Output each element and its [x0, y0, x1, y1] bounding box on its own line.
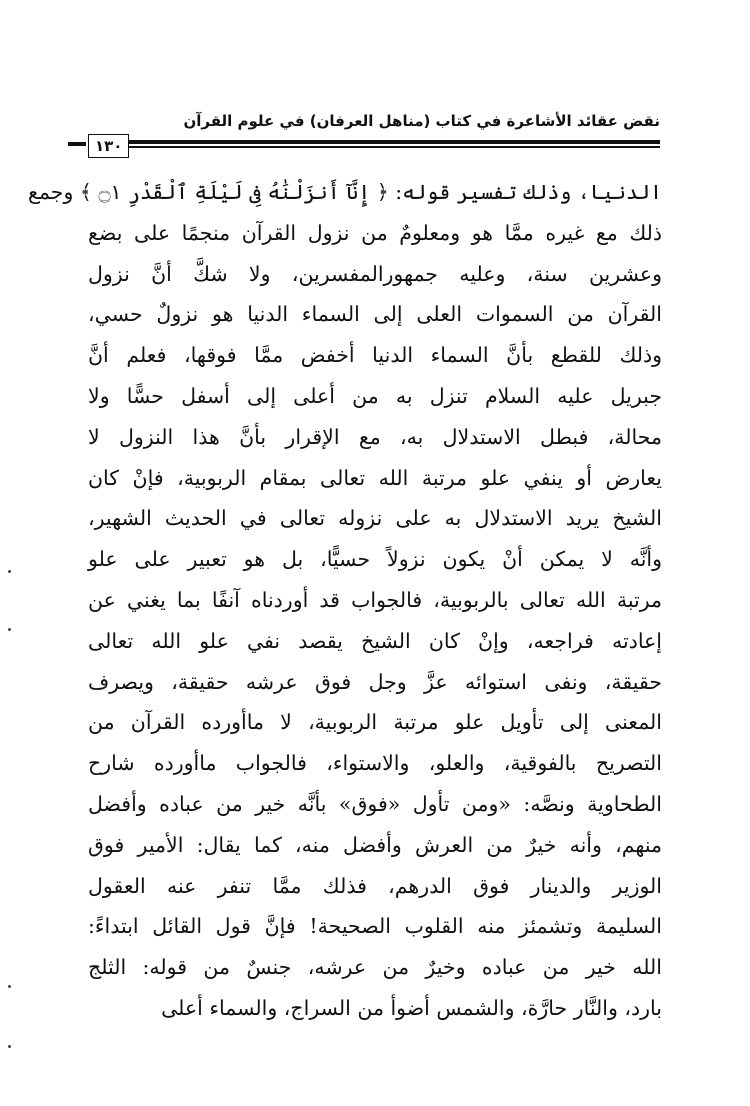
page-number: ١٣٠	[88, 134, 129, 158]
text-line: السليمة وتشمئز منه القلوب الصحيحة! فإنَّ قول القائل ابتداءً:	[88, 914, 662, 939]
text-line: محالة، فبطل الاستدلال به، مع الإقرار بأنَّ هذا النزول لا	[88, 424, 662, 449]
text-line: وعشرين سنة، وعليه جمهورالمفسرين، ولا شكَّ أنَّ نزول	[88, 261, 662, 286]
running-title: نقض عقائد الأشاعرة في كتاب (مناهل العرفان) في علوم القرآن	[183, 112, 660, 130]
body-text	[28, 172, 663, 1029]
text-line: مرتبة الله تعالى بالربوبية، فالجواب قد أوردناه آنفًا بما يغني عن	[88, 587, 662, 612]
header-rule-thin	[90, 146, 660, 148]
text-line: الدنيا، وذلك تفسير قوله: ﴿ إِنَّآ أَنزَلْنَٰهُ فِى لَيْلَةِ ٱلْقَدْرِ ۝١ ﴾ وجمع	[28, 180, 662, 204]
margin-mark	[8, 570, 11, 573]
text-line: الشيخ يريد الاستدلال به على نزوله تعالى في الحديث الشهير،	[88, 506, 662, 531]
text-line: الله خير من عباده وخيرٌ من عرشه، جنسٌ من قوله: الثلج	[88, 955, 662, 980]
margin-mark	[8, 628, 11, 631]
text-line: المعنى إلى تأويل علو مرتبة الربوبية، لا ماأورده القرآن من	[88, 710, 662, 735]
text-line: وذلك للقطع بأنَّ السماء الدنيا أخفض ممَّا فوقها، فعلم أنَّ	[88, 343, 662, 368]
page-header	[90, 112, 660, 162]
text-line: إعادته فراجعه، وإنْ كان الشيخ يقصد نفي علو الله تعالى	[88, 628, 662, 653]
text-line: الوزير والدينار فوق الدرهم، فذلك ممَّا تنفر عنه العقول	[88, 873, 662, 898]
text-line: يعارض أو ينفي علو مرتبة الله تعالى بمقام الربوبية، فإنْ كان	[88, 465, 662, 490]
text-line: الطحاوية ونصَّه: «ومن تأول «فوق» بأنَّه خير من عباده وأفضل	[88, 791, 662, 816]
page-number-rule	[68, 142, 86, 146]
text-line: منهم، وأنه خيرٌ من العرش وأفضل منه، كما يقال: الأمير فوق	[88, 832, 662, 857]
text-line: القرآن من السموات العلى إلى السماء الدنيا هو نزولٌ حسي،	[88, 302, 662, 327]
margin-mark	[8, 1045, 11, 1048]
header-rule-thick	[90, 140, 660, 144]
text-line: جبريل عليه السلام تنزل به من أعلى إلى أسفل حسًّا ولا	[88, 383, 662, 408]
text-line: وأنَّه لا يمكن أنْ يكون نزولاً حسيًّا، بل هو تعبير على علو	[88, 547, 662, 572]
text-line: حقيقة، ونفى استوائه عزَّ وجل فوق عرشه حقيقة، ويصرف	[88, 669, 662, 694]
text-line: ذلك مع غيره ممَّا هو ومعلومٌ من نزول القرآن منجمًا على بضع	[88, 220, 663, 245]
text-line: بارد، والنَّار حارَّة، والشمس أضوأ من السراج، والسماء أعلى	[161, 995, 662, 1020]
margin-mark	[8, 985, 11, 988]
text-line: التصريح بالفوقية، والعلو، والاستواء، فالجواب ماأورده شارح	[88, 751, 662, 776]
